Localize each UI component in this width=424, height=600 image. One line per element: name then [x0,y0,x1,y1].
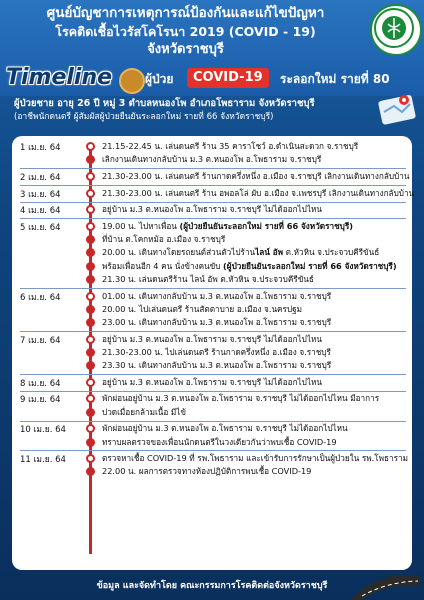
event-text-part: 21.30-23.00 น. ไปเล่นดนตรี ร้านกาดครึ่งหนึ่ง อ.เมือง จ.ราชบุรี [102,346,331,357]
event-text-part: ทราบผลตรวจของเพื่อนนักดนตรีในวงเดียวกันว่าพบเชื้อ COVID-19 [102,436,337,447]
timeline-event-text [102,452,407,464]
timeline-dot [86,205,95,214]
timeline-dot [86,142,95,151]
timeline-event-text [102,316,407,328]
timeline-dot [86,467,95,476]
timeline-date: 9 เม.ย. 64 [20,395,61,406]
patient-info-line1: ผู้ป่วยชาย อายุ 26 ปี หมู่ 3 ตำบลหนองโพ อำเภอโพธาราม จังหวัดราชบุรี [14,98,315,109]
event-text-part: 01.00 น. เดินทางกลับบ้าน ม.3 ต.หนองโพ อ.โพธาราม จ.ราชบุรี [102,290,332,301]
timeline-dot [86,438,95,447]
event-text-part: 21.30-23.00 น. เล่นดนตรี ร้านกาดครึ่งหนึ่ง อ.เมือง จ.ราชบุรี เลิกงานเดินทางกลับบ้าน [102,170,410,181]
timeline-dot [86,292,95,301]
event-text-part: (ผู้ป่วยยืนยันระลอกใหม่ รายที่ 66 จังหวัดราชบุรี) [179,221,353,231]
timeline-event-text [102,233,407,245]
timeline-event-text [102,170,410,182]
map-phone-icon [374,90,418,130]
event-text-part: ที่บ้าน ต.โคกหม้อ อ.เมือง จ.ราชบุรี [102,234,226,245]
event-text-part: พักผ่อนอยู่บ้าน ม.3 ต.หนองโพ อ.โพธาราม จ.ราชบุรี ไม่ได้ออกไปไหน [102,423,348,434]
header-title-line3: จังหวัดราชบุรี [147,42,224,57]
timeline-dot [86,424,95,433]
event-text-part: 19.00 น. ไปหาเพื่อน [102,221,180,231]
timeline-dot [86,361,95,370]
timeline-dot [86,189,95,198]
event-text-part: อยู่บ้าน ม.3 ต.หนองโพ อ.โพธาราม จ.ราชบุรี ไม่ได้ออกไปไหน [102,204,322,215]
event-text-part: ต.หัวหิน จ.ประจวบคีรีขันธ์ [283,247,380,258]
title-banner [0,65,424,93]
timeline-event-text [102,406,407,418]
timeline-date: 8 เม.ย. 64 [20,378,61,389]
event-text-part: พร้อมเพื่อนอีก 4 คน นั่งข้างคนขับ [102,260,224,271]
timeline-event-text [102,346,407,358]
timeline-event-text [102,422,407,434]
timeline-event-text [102,465,407,477]
timeline-event-text [102,359,407,371]
timeline-dot [86,318,95,327]
header [0,0,424,96]
event-text-part: 20.00 น. ไปเล่นดนตรี ร้านสัตตาบาย อ.เมือง จ.นครปฐม [102,303,303,314]
banner-case-number: ระลอกใหม่ รายที่ 80 [280,72,390,86]
timeline-dot [86,262,95,271]
timeline-date: 1 เม.ย. 64 [20,143,61,153]
timeline-word: Timeline [6,65,113,90]
timeline-event-text [102,333,407,345]
timeline-event-text [102,260,407,272]
timeline-event-text [102,376,407,388]
timeline-event-text [102,392,407,404]
timeline-date: 5 เม.ย. 64 [20,223,61,233]
timeline-dot [86,394,95,403]
timeline-dot [86,275,95,284]
event-text-part: ตรวจหาเชื้อ COVID-19 ที่ รพ.โพธาราม และเข้ารับการรักษาเป็นผู้ป่วยใน รพ.โพธาราม [102,453,409,464]
timeline-dot [86,335,95,344]
patient-info [0,96,424,122]
timeline-date: 10 เม.ย. 64 [20,425,66,436]
event-text-part: อยู่บ้าน ม.3 ต.หนองโพ อ.โพธาราม จ.ราชบุรี ไม่ได้ออกไปไหน [102,333,322,344]
event-text-part: เลิกงานเดินทางกลับบ้าน ม.3 ต.หนองโพ อ.โพธาราม จ.ราชบุรี [102,154,322,165]
banner-prefix: ผู้ป่วย [145,72,174,86]
timeline-dot [86,454,95,463]
timeline-event-text [102,436,407,448]
timeline-date: 6 เม.ย. 64 [20,292,61,303]
event-text-part: (ผู้ป่วยยืนยันระลอกใหม่ รายที่ 66 จังหวัดราชบุรี) [223,260,397,271]
timeline-event-text [102,273,407,285]
event-text-part: ไลน์ อัพ [255,247,284,258]
timeline-date: 2 เม.ย. 64 [20,172,61,183]
timeline-dot [86,305,95,314]
event-text-part: พักผ่อนอยู่บ้าน ม.3 ต.หนองโพ อ.โพธาราม จ.ราชบุรี ไม่ได้ออกไปไหน มีอาการ [102,393,380,404]
event-text-part: 22.00 น. ผลการตรวจทางห้องปฏิบัติการพบเชื้อ COVID-19 [102,466,312,477]
timeline-event-text [102,290,407,302]
header-title-line2: โรคติดเชื้อไวรัสโคโรนา 2019 (COVID - 19) [55,24,316,39]
event-text-part: 21.30 น. เล่นดนตรีร้าน ไลน์ อัพ ต.หัวหิน จ.ประจวบคีรีขันธ์ [102,273,314,284]
timeline-event-text [102,303,407,315]
timeline-event-text [102,203,407,215]
timeline-event-text [102,246,407,258]
timeline-dot [86,172,95,181]
event-text-part: 20.00 น. เดินทางโดยรถยนต์ส่วนตัวไปร้าน [102,247,256,258]
footer-credit: ข้อมูล และจัดทำโดย คณะกรรมการโรคติดต่อจังหวัดราชบุรี [96,581,328,591]
timeline-dot [86,235,95,244]
patient-info-line2: (อาชีพนักดนตรี ผู้สัมผัสผู้ป่วยยืนยันระลอกใหม่ รายที่ 66 จังหวัดราชบุรี) [14,112,274,122]
timeline-date: 11 เม.ย. 64 [20,455,66,466]
timeline-dot [86,408,95,417]
header-title-line1: ศูนย์บัญชาการเหตุการณ์ป้องกันและแก้ไขปัญหา [46,5,325,21]
timeline-dot [86,222,95,231]
event-text-part: 21.15-22.45 น. เล่นดนตรี ร้าน 35 คาราโชว์ อ.ดำเนินสะดวก จ.ราชบุรี [102,141,359,151]
virus-icon [119,68,145,94]
timeline-card [12,136,415,570]
timeline-dot [86,248,95,257]
covid-badge: COVID-19 [187,68,269,88]
event-text-part: 21.30-23.00 น. เล่นดนตรี ร้าน อพอลโล่ ผับ อ.เมือง จ.เพชรบุรี เลิกงานเดินทางกลับบ้าน [102,187,415,198]
timeline-date: 7 เม.ย. 64 [20,335,61,346]
event-text-part: 23.30 น. เดินทางกลับบ้าน ม.3 ต.หนองโพ อ.โพธาราม จ.ราชบุรี [102,360,332,370]
timeline-date: 4 เม.ย. 64 [20,206,61,217]
timeline-event-text [102,187,415,199]
timeline-dot [86,348,95,357]
timeline-event-text [102,220,407,232]
ministry-seal-logo [370,4,422,56]
event-text-part: ปวดเมื่อยกล้ามเนื้อ มีไข้ [102,406,187,417]
timeline-dot [86,378,95,387]
timeline-event-text [102,140,407,152]
timeline-date: 3 เม.ย. 64 [20,189,61,200]
event-text-part: 23.00 น. เดินทางกลับบ้าน ม.3 ต.หนองโพ อ.โพธาราม จ.ราชบุรี [102,316,332,327]
timeline-event-text [102,153,407,165]
timeline-dot [86,155,95,164]
event-text-part: อยู่บ้าน ม.3 ต.หนองโพ อ.โพธาราม จ.ราชบุรี ไม่ได้ออกไปไหน [102,376,322,387]
